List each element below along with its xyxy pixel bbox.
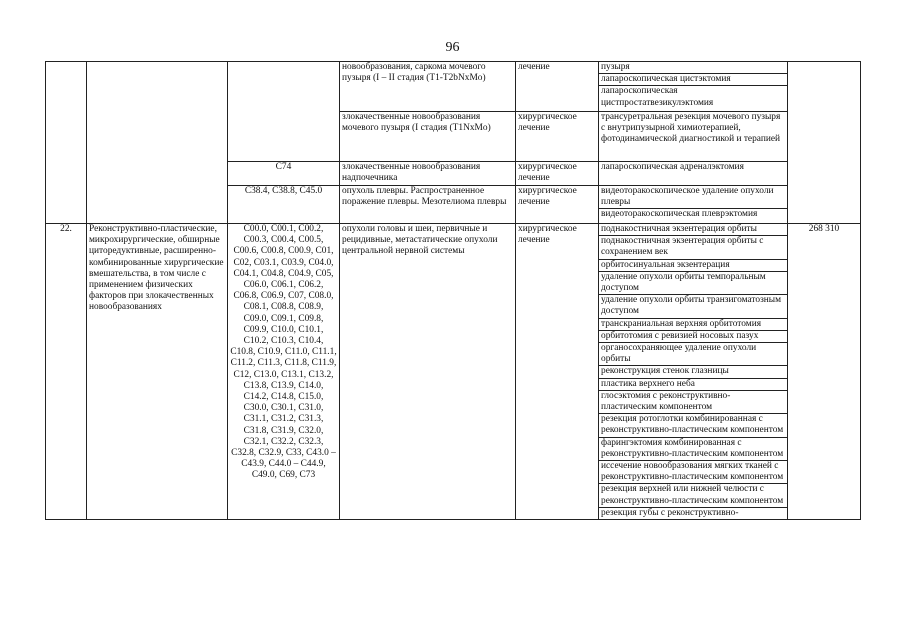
diagnosis-cell: злокачественные новообразования надпочечника bbox=[340, 162, 516, 186]
diagnosis-cell: злокачественные новообразования мочевого пузыря (I стадия (T1NxMo) bbox=[340, 112, 516, 162]
method-item: орбитотомия с ревизией носовых пазух bbox=[599, 331, 787, 343]
diagnosis-cell: новообразования, саркома мочевого пузыря (I – II стадия (T1-T2bNxMo) bbox=[340, 62, 516, 112]
method-item: органосохраняющее удаление опухоли орбиты bbox=[599, 343, 787, 366]
methods-cell bbox=[599, 62, 788, 112]
treatment-cell: хирургическое лечение bbox=[516, 162, 599, 186]
method-item: резекция губы с реконструктивно- bbox=[601, 507, 739, 518]
method-item: видеоторакоскопическая плеврэктомия bbox=[601, 209, 758, 220]
method-item: трансуретральная резекция мочевого пузыря с внутрипузырной химиотерапией, фотодинамической диагностикой и терапией bbox=[599, 112, 788, 162]
treatment-cell: хирургическое лечение bbox=[516, 112, 599, 162]
method-item: реконструкция стенок глазницы bbox=[599, 366, 787, 378]
row-number: 22. bbox=[46, 224, 87, 520]
treatment-cell: хирургическое лечение bbox=[516, 186, 599, 224]
codes-cell: C74 bbox=[228, 162, 340, 186]
table-row bbox=[46, 62, 861, 112]
methods-cell bbox=[599, 224, 788, 520]
method-item: иссечение новообразования мягких тканей с реконструктивно-пластическим компонентом bbox=[599, 461, 787, 484]
method-item: лапароскопическая цистпростатвезикулэктомия bbox=[601, 86, 714, 108]
codes-cell: C38.4, C38.8, C45.0 bbox=[228, 186, 340, 224]
method-item: орбитосинуальная экзентерация bbox=[599, 260, 787, 272]
method-item: удаление опухоли орбиты транзигоматозным доступом bbox=[599, 295, 787, 318]
treatment-cell: хирургическое лечение bbox=[516, 224, 599, 520]
method-item: транскраниальная верхняя орбитотомия bbox=[599, 319, 787, 331]
medical-care-table bbox=[45, 61, 860, 520]
method-item: лапароскопическая цистэктомия bbox=[599, 74, 787, 86]
method-item: поднакостничная экзентерация орбиты bbox=[599, 224, 787, 236]
diagnosis-cell: опухоль плевры. Распространенное поражение плевры. Мезотелиома плевры bbox=[340, 186, 516, 224]
method-item: лапароскопическая адреналэктомия bbox=[599, 162, 788, 186]
treatment-cell: лечение bbox=[516, 62, 599, 112]
price-cell: 268 310 bbox=[788, 224, 861, 520]
diagnosis-cell: опухоли головы и шеи, первичные и рецидивные, метастатические опухоли центральной нервной системы bbox=[340, 224, 516, 520]
method-item: видеоторакоскопическое удаление опухоли плевры bbox=[599, 186, 787, 209]
codes-cell: C00.0, C00.1, C00.2, C00.3, C00.4, C00.5, C00.6, C00.8, C00.9, C01, C02, C03.1, C03.9, C04.0, C04.1, C04.8, C04.9, C05, C06.0, C06.1, C06.2, C06.8, C06.9, C07, C08.0, C08.1, C08.8, C08.9, C09.0, C09.1, C09.8, C09.9, C10.0, C10.1, C10.2, C10.3, C10.4, C10.8, C10.9, C11.0, C11.1, C11.2, C11.3, C11.8, C11.9, C12, C13.0, C13.1, C13.2, C13.8, C13.9, C14.0, C14.2, C14.8, C15.0, C30.0, C30.1, C31.0, C31.1, C31.2, C31.3, C31.8, C31.9, C32.0, C32.1, C32.2, C32.3, C32.8, C32.9, C33, C43.0 – C43.9, C44.0 – C44.9, C49.0, C69, C73 bbox=[228, 224, 340, 520]
method-item: резекция ротоглотки комбинированная с реконструктивно-пластическим компонентом bbox=[599, 414, 787, 437]
method-item: глосэктомия с реконструктивно-пластическим компонентом bbox=[599, 391, 787, 414]
method-item: поднакостничная экзентерация орбиты с сохранением век bbox=[599, 236, 787, 259]
method-item: резекция верхней или нижней челюсти с реконструктивно-пластическим компонентом bbox=[599, 484, 787, 507]
methods-cell bbox=[599, 186, 788, 224]
method-item: пузыря bbox=[599, 62, 787, 74]
method-item: удаление опухоли орбиты темпоральным доступом bbox=[599, 272, 787, 295]
codes-cell bbox=[228, 62, 340, 162]
method-item: фарингэктомия комбинированная с реконструктивно-пластическим компонентом bbox=[599, 438, 787, 461]
table-row-22 bbox=[46, 224, 861, 520]
page-number: 96 bbox=[445, 40, 460, 55]
method-item: пластика верхнего неба bbox=[599, 379, 787, 391]
care-type-cell: Реконструктивно-пластические, микрохирургические, обширные циторедуктивные, расширенно-комбинированные хирургические вмешательства, в том числе с применением физических факторов при злокачественных новообразованиях bbox=[87, 224, 228, 520]
